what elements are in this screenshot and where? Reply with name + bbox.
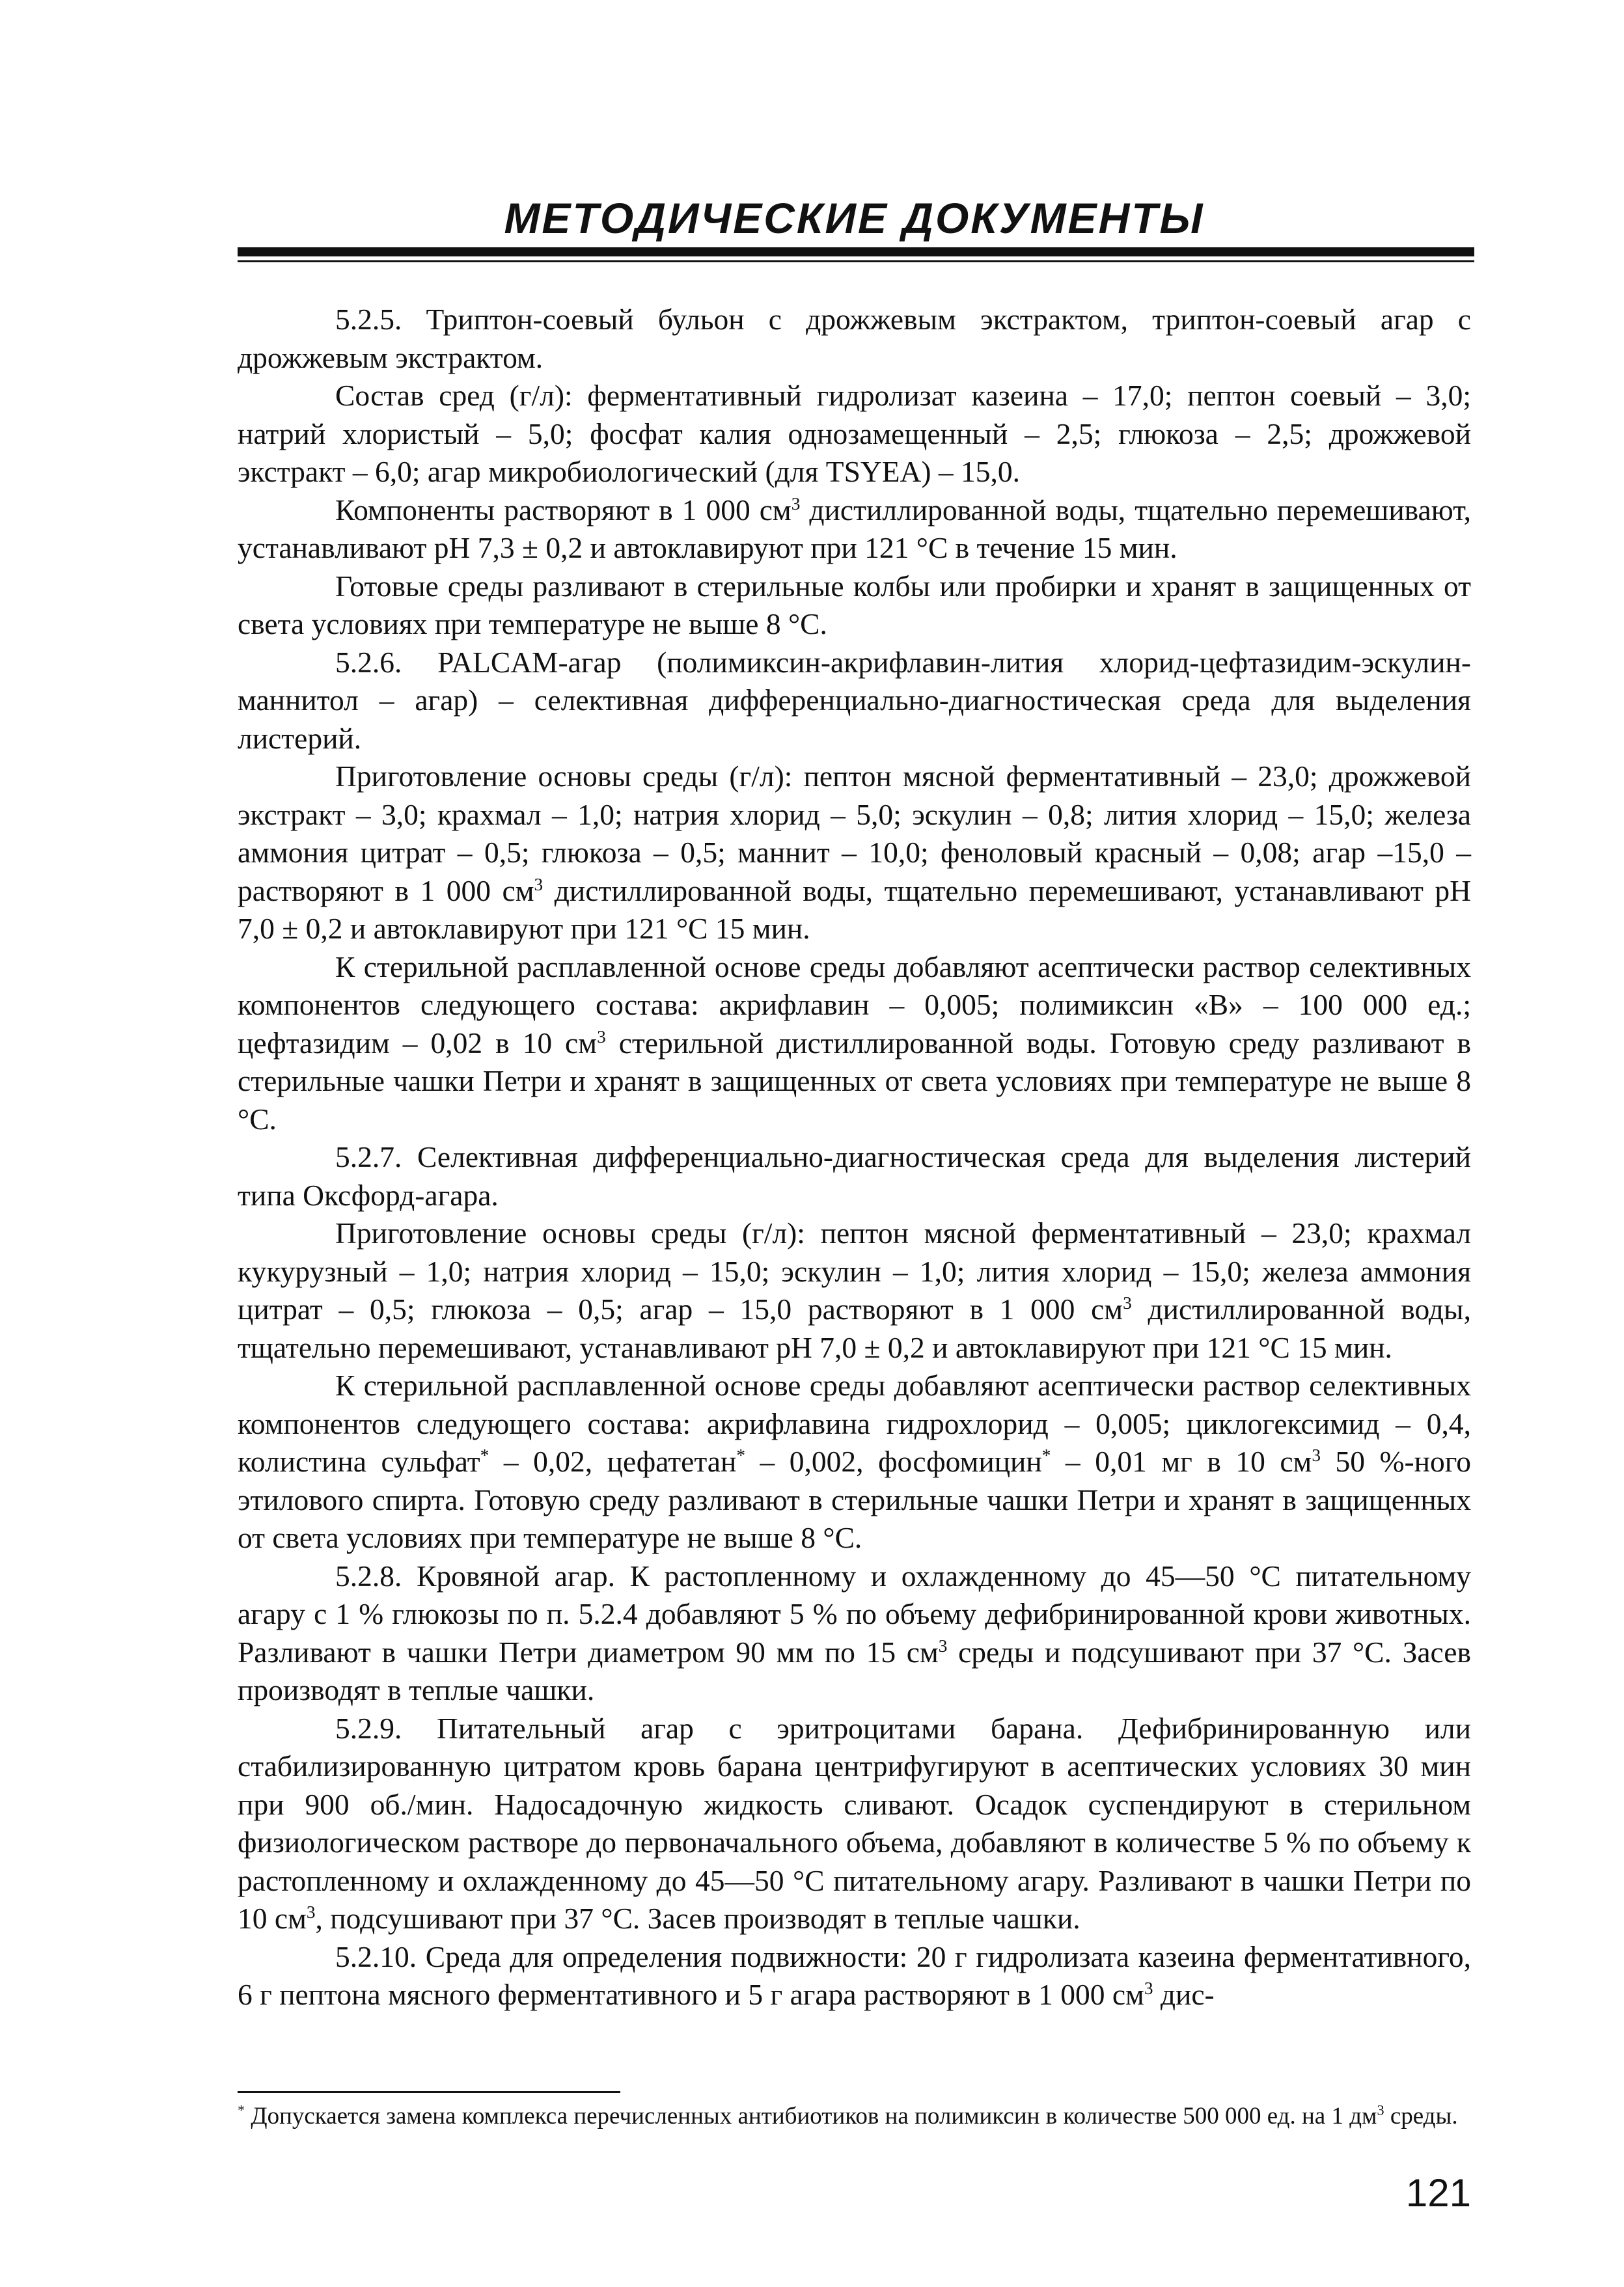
superscript: 3 bbox=[1144, 1978, 1153, 1998]
superscript: 3 bbox=[791, 493, 801, 514]
paragraph bbox=[238, 644, 1471, 758]
header-rule-thin bbox=[238, 260, 1474, 262]
paragraph bbox=[238, 1938, 1471, 2014]
text-segment: 5.2.10. Среда для определения подвижности: 20 г гидролизата казеина ферментативного, 6 г пептона мясного ферментативного и 5 г агара растворяют в 1 000 см bbox=[238, 1939, 1471, 2011]
text-segment: дистиллированной воды, тщательно перемешивают, устанавливают pH 7,0 ± 0,2 и автоклавируют при 121 °С 15 мин. bbox=[238, 1293, 1471, 1364]
paragraph bbox=[238, 491, 1471, 568]
text-segment: 5.2.8. Кровяной агар. К растопленному и охлажденному до 45—50 °С питательному агару с 1 % глюкозы по п. 5.2.4 добавляют 5 % по объему дефибринированной крови животных. Разливают в чашки Петри диаметром 90 мм по 15 см bbox=[238, 1559, 1471, 1669]
header-title: МЕТОДИЧЕСКИЕ ДОКУМЕНТЫ bbox=[504, 194, 1205, 242]
superscript: * bbox=[480, 1445, 489, 1465]
text-segment: К стерильной расплавленной основе среды добавляют асептически раствор селективных компонентов следующего состава: акрифлавин – 0,005; полимиксин «В» – 100 000 ед.; цефтазидим – 0,02 в 10 см bbox=[238, 950, 1471, 1060]
text-segment: стерильной дистиллированной воды. Готовую среду разливают в стерильные чашки Петри и хранят в защищенных от света условиях при температуре не выше 8 °С. bbox=[238, 1026, 1472, 1136]
paragraph bbox=[238, 758, 1471, 948]
text-segment: 5.2.7. Селективная дифференциально-диагностическая среда для выделения листерий типа Оксфорд-агара. bbox=[238, 1140, 1471, 1212]
superscript: * bbox=[736, 1445, 745, 1465]
text-segment: дистиллированной воды, тщательно перемешивают, устанавливают pH 7,3 ± 0,2 и автоклавируют при 121 °С в течение 15 мин. bbox=[238, 493, 1471, 564]
text-segment: – 0,002, фосфомицин bbox=[745, 1445, 1042, 1478]
superscript: 3 bbox=[534, 874, 544, 894]
superscript: 3 bbox=[597, 1026, 606, 1047]
footnote-rule bbox=[238, 2091, 620, 2093]
paragraph bbox=[238, 1710, 1471, 1938]
paragraph bbox=[238, 1214, 1471, 1367]
paragraph bbox=[238, 377, 1471, 491]
paragraph bbox=[238, 1138, 1471, 1214]
text-segment: дис- bbox=[1153, 1978, 1215, 2011]
superscript: 3 bbox=[306, 1902, 316, 1922]
superscript: 3 bbox=[1123, 1293, 1132, 1313]
footnote-text-after: среды. bbox=[1384, 2103, 1458, 2130]
footnote-text-before: Допускается замена комплекса перечисленных антибиотиков на полимиксин в количестве 500 000 ед. на 1 дм bbox=[245, 2103, 1377, 2130]
footnote-marker: * bbox=[238, 2102, 245, 2118]
superscript: 3 bbox=[938, 1636, 948, 1656]
superscript: 3 bbox=[1312, 1445, 1321, 1465]
text-segment: Приготовление основы среды (г/л): пептон мясной ферментативный – 23,0; дрожжевой экстракт – 3,0; крахмал – 1,0; натрия хлорид – 5,0; эскулин – 0,8; лития хлорид – 15,0; железа аммония цитрат – 0,5; глюкоза – 0,5; маннит – 10,0; феноловый красный – 0,08; агар –15,0 – растворяют в 1 000 см bbox=[238, 760, 1471, 907]
text-segment: среды и подсушивают при 37 °С. Засев производят в теплые чашки. bbox=[238, 1635, 1471, 1706]
text-segment: 50 %-ного этилового спирта. Готовую среду разливают в стерильные чашки Петри и хранят в защищенных от света условиях при температуре не выше 8 °С. bbox=[238, 1445, 1471, 1554]
page-number: 121 bbox=[1405, 2171, 1471, 2215]
text-segment: 5.2.9. Питательный агар с эритроцитами барана. Дефибринированную или стабилизированную цитратом кровь барана центрифугируют в асептических условиях 30 мин при 900 об./мин. Надосадочную жидкость сливают. Осадок суспендируют в стерильном физиологическом растворе до первоначального объема, добавляют в количестве 5 % по объему к растопленному и охлажденному до 45—50 °С питательному агару. Разливают в чашки Петри по 10 см bbox=[238, 1711, 1471, 1935]
body-text bbox=[238, 301, 1471, 2014]
running-header bbox=[238, 192, 1471, 244]
header-rule-thick bbox=[238, 247, 1474, 256]
text-segment: Готовые среды разливают в стерильные колбы или пробирки и хранят в защищенных от света условиях при температуре не выше 8 °С. bbox=[238, 569, 1471, 640]
text-segment: Состав сред (г/л): ферментативный гидролизат казеина – 17,0; пептон соевый – 3,0; натрий хлористый – 5,0; фосфат калия однозамещенный – 2,5; глюкоза – 2,5; дрожжевой экстракт – 6,0; агар микробиологический (для TSYEA) – 15,0. bbox=[238, 379, 1471, 488]
text-segment: – 0,02, цефатетан bbox=[489, 1445, 737, 1478]
superscript: * bbox=[1041, 1445, 1051, 1465]
text-segment: , подсушивают при 37 °С. Засев производят в теплые чашки. bbox=[315, 1902, 1080, 1935]
paragraph bbox=[238, 301, 1471, 377]
paragraph bbox=[238, 1557, 1471, 1710]
text-segment: 5.2.5. Триптон-соевый бульон с дрожжевым экстрактом, триптон-соевый агар с дрожжевым экстрактом. bbox=[238, 303, 1471, 374]
text-segment: 5.2.6. PALCAM-агар (полимиксин-акрифлавин-лития хлорид-цефтазидим-эскулин-маннитол – агар) – селективная дифференциально-диагностическая среда для выделения листерий. bbox=[238, 645, 1471, 755]
text-segment: – 0,01 мг в 10 см bbox=[1051, 1445, 1312, 1478]
footnote-sup: 3 bbox=[1377, 2102, 1384, 2118]
text-segment: Приготовление основы среды (г/л): пептон мясной ферментативный – 23,0; крахмал кукурузный – 1,0; натрия хлорид – 15,0; эскулин – 1,0; лития хлорид – 15,0; железа аммония цитрат – 0,5; глюкоза – 0,5; агар – 15,0 растворяют в 1 000 см bbox=[238, 1216, 1471, 1326]
text-segment: дистиллированной воды, тщательно перемешивают, устанавливают pH 7,0 ± 0,2 и автоклавируют при 121 °С 15 мин. bbox=[238, 873, 1472, 945]
paragraph bbox=[238, 948, 1471, 1139]
paragraph bbox=[238, 568, 1471, 644]
text-segment: К стерильной расплавленной основе среды добавляют асептически раствор селективных компонентов следующего состава: акрифлавина гидрохлорид – 0,005; циклогексимид – 0,4, колистина сульфат bbox=[238, 1369, 1471, 1478]
footnote bbox=[238, 2101, 1471, 2132]
paragraph bbox=[238, 1367, 1471, 1557]
text-segment: Компоненты растворяют в 1 000 см bbox=[335, 493, 791, 527]
